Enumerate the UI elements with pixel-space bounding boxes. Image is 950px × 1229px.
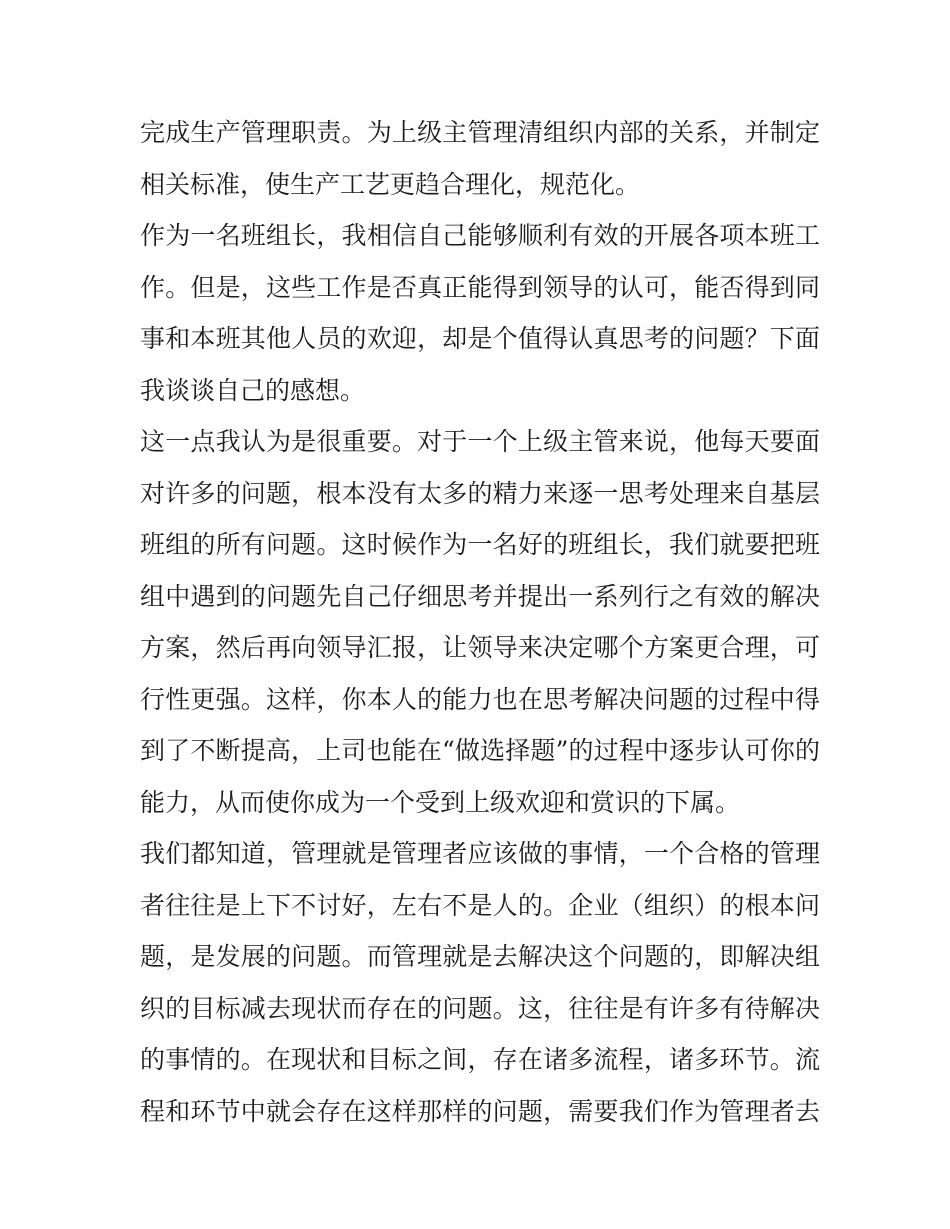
text-line: 程和环节中就会存在这样那样的问题，需要我们作为管理者去 xyxy=(140,1096,820,1126)
text-line: 者往往是上下不讨好，左右不是人的。企业（组织）的根本问 xyxy=(140,890,820,920)
text-line: 完成生产管理职责。为上级主管理清组织内部的关系，并制定 xyxy=(140,118,820,147)
text-line: 对许多的问题，根本没有太多的精力来逐一思考处理来自基层 xyxy=(140,478,820,508)
text-line: 我谈谈自己的感想。 xyxy=(140,375,366,405)
text-line: 这一点我认为是很重要。对于一个上级主管来说，他每天要面 xyxy=(140,427,820,456)
text-line: 方案，然后再向领导汇报，让领导来决定哪个方案更合理，可 xyxy=(140,633,820,662)
text-line: 我们都知道，管理就是管理者应该做的事情，一个合格的管理 xyxy=(140,839,820,868)
text-line: 班组的所有问题。这时候作为一名好的班组长，我们就要把班 xyxy=(140,530,820,559)
text-line: 作。但是，这些工作是否真正能得到领导的认可，能否得到同 xyxy=(140,272,820,302)
text-line: 相关标准，使生产工艺更趋合理化，规范化。 xyxy=(140,169,641,199)
text-line: 事和本班其他人员的欢迎，却是个值得认真思考的问题？下面 xyxy=(140,324,820,353)
text-line: 的事情的。在现状和目标之间，存在诸多流程，诸多环节。流 xyxy=(140,1045,820,1074)
body-text xyxy=(140,107,820,1137)
text-line: 能力，从而使你成为一个受到上级欢迎和赏识的下属。 xyxy=(140,787,741,817)
text-line: 行性更强。这样，你本人的能力也在思考解决问题的过程中得 xyxy=(140,684,820,714)
text-line: 作为一名班组长，我相信自己能够顺利有效的开展各项本班工 xyxy=(140,221,820,250)
text-line: 题，是发展的问题。而管理就是去解决这个问题的，即解决组 xyxy=(140,942,820,971)
text-line: 到了不断提高，上司也能在“做选择题”的过程中逐步认可你的 xyxy=(140,736,820,765)
text-line: 组中遇到的问题先自己仔细思考并提出一系列行之有效的解决 xyxy=(140,581,820,611)
text-line: 织的目标减去现状而存在的问题。这，往往是有许多有待解决 xyxy=(140,993,820,1023)
